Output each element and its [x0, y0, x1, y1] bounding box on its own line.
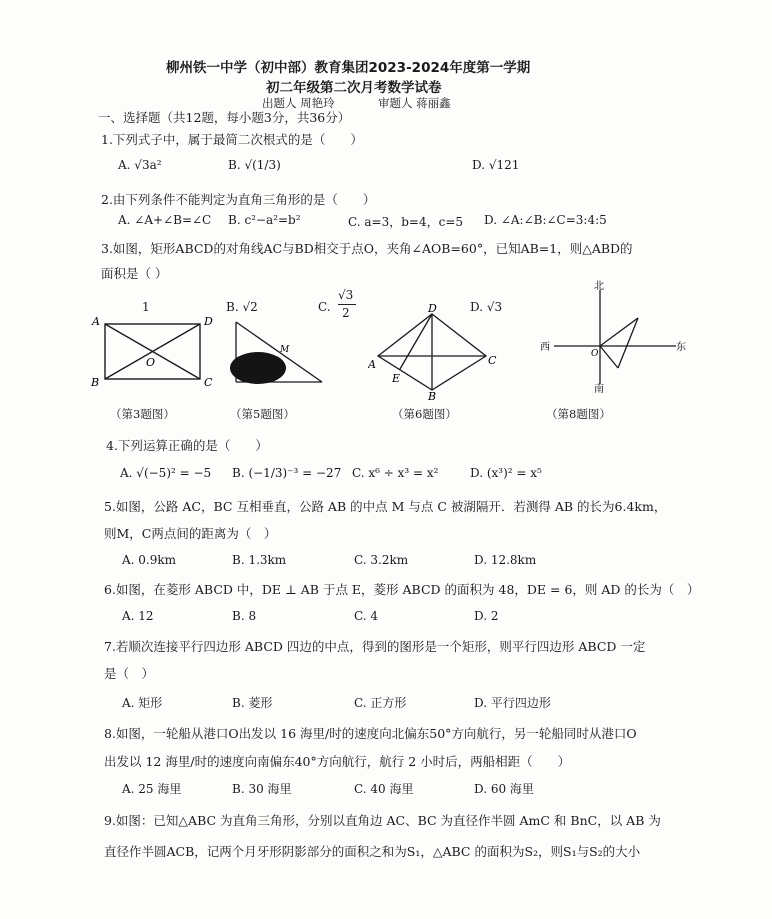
question-6-stem: 6.如图，在菱形 ABCD 中，DE ⊥ AB 于点 E，菱形 ABCD 的面积为 48，DE = 6，则 AD 的长为（ ）: [104, 582, 700, 597]
q6-option-b: B. 8: [232, 609, 257, 623]
question-5-stem-line1: 5.如图，公路 AC，BC 互相垂直，公路 AB 的中点 M 与点 C 被湖隔开．若测得 AB 的长为6.4km，: [104, 499, 667, 514]
figure-3-rectangle: [88, 312, 218, 392]
fig6-label-a: A: [368, 358, 376, 371]
question-5-stem-line2: 则M，C两点间的距离为（ ）: [104, 526, 277, 541]
q3-option-c-label: C.: [318, 300, 331, 314]
q3-option-b: B. √2: [226, 300, 258, 314]
q1-option-a: A. √3a²: [118, 158, 162, 172]
q8-option-d: D. 60 海里: [474, 782, 534, 796]
q4-option-a: A. √(−5)² = −5: [120, 466, 212, 480]
q5-option-d: D. 12.8km: [474, 553, 537, 567]
fig5-label-m: M: [280, 345, 290, 355]
fig3-label-c: C: [204, 376, 213, 389]
fig8-label-north: 北: [594, 281, 604, 292]
fig3-label-b: B: [91, 376, 100, 389]
q2-option-d: D. ∠A:∠B:∠C=3:4:5: [484, 213, 607, 227]
q7-option-b: B. 菱形: [232, 696, 273, 710]
fig6-label-e: E: [392, 372, 401, 385]
q1-option-b: B. √(1/3): [228, 158, 281, 172]
q5-option-b: B. 1.3km: [232, 553, 287, 567]
q8-option-b: B. 30 海里: [232, 782, 292, 796]
setter-line: 出题人 周艳玲: [262, 96, 335, 110]
question-3-stem-line1: 3.如图，矩形ABCD的对角线AC与BD相交于点O，夹角∠AOB=60°，已知AB=1，则△ABD的: [101, 241, 633, 256]
q8-option-a: A. 25 海里: [122, 782, 182, 796]
section-heading: 一、选择题（共12题，每小题3分，共36分）: [98, 110, 351, 125]
q3-option-d: D. √3: [470, 300, 503, 314]
question-7-stem-line2: 是（ ）: [104, 666, 155, 681]
q4-option-c: C. x⁶ ÷ x³ = x²: [352, 466, 439, 480]
q5-option-c: C. 3.2km: [354, 553, 409, 567]
figure-5-triangle-lake: [226, 316, 336, 391]
q8-option-c: C. 40 海里: [354, 782, 414, 796]
caption-fig8: （第8题图）: [546, 407, 611, 421]
q7-option-a: A. 矩形: [122, 696, 163, 710]
fig6-label-d: D: [428, 302, 437, 315]
q6-option-c: C. 4: [354, 609, 379, 623]
q7-option-c: C. 正方形: [354, 696, 407, 710]
fig6-label-c: C: [488, 354, 497, 367]
q3-option-a: 1: [142, 300, 150, 314]
fig3-label-o: O: [146, 356, 156, 369]
fraction-bar: [338, 304, 356, 305]
q2-option-c: C. a=3，b=4，c=5: [348, 215, 464, 229]
question-3-stem-line2: 面积是（ ）: [101, 266, 168, 281]
q2-option-a: A. ∠A+∠B=∠C: [118, 213, 212, 227]
figure-6-rhombus: [368, 300, 503, 400]
reviewer-line: 审题人 蒋丽鑫: [378, 96, 451, 110]
q3-option-c-numerator: √3: [338, 288, 354, 302]
question-9-stem-line2: 直径作半圆ACB，记两个月牙形阴影部分的面积之和为S₁，△ABC 的面积为S₂，则S₁与S₂的大小: [104, 844, 641, 859]
fig3-label-d: D: [204, 315, 213, 328]
question-8-stem-line1: 8.如图，一轮船从港口O出发以 16 海里/时的速度向北偏东50°方向航行，另一轮船同时从港口O: [104, 726, 637, 741]
fig8-label-south: 南: [594, 384, 604, 395]
figure-8-compass: [536, 280, 686, 395]
q1-option-d: D. √121: [472, 158, 520, 172]
fig3-label-a: A: [92, 315, 100, 328]
question-2-stem: 2.由下列条件不能判定为直角三角形的是（ ）: [101, 192, 376, 207]
question-4-stem: 4.下列运算正确的是（ ）: [106, 438, 268, 453]
q4-option-b: B. (−1/3)⁻³ = −27: [232, 466, 342, 480]
fig8-label-west: 西: [540, 342, 550, 353]
fig8-label-o: O: [591, 349, 599, 359]
question-8-stem-line2: 出发以 12 海里/时的速度向南偏东40°方向航行，航行 2 小时后，两船相距（ ）: [104, 754, 571, 769]
fig6-label-b: B: [428, 390, 437, 400]
q2-option-b: B. c²−a²=b²: [228, 213, 301, 227]
caption-fig3: （第3题图）: [110, 407, 175, 421]
q6-option-d: D. 2: [474, 609, 499, 623]
caption-fig5: （第5题图）: [230, 407, 295, 421]
q6-option-a: A. 12: [122, 609, 154, 623]
q7-option-d: D. 平行四边形: [474, 696, 551, 710]
exam-title: 柳州铁一中学（初中部）教育集团2023-2024年度第一学期: [166, 60, 531, 76]
question-1-stem: 1.下列式子中，属于最简二次根式的是（ ）: [101, 132, 363, 147]
q3-option-c-denominator: 2: [342, 306, 350, 320]
caption-fig6: （第6题图）: [392, 407, 457, 421]
question-9-stem-line1: 9.如图：已知△ABC 为直角三角形，分别以直角边 AC、BC 为直径作半圆 AmC 和 BnC，以 AB 为: [104, 813, 661, 828]
question-7-stem-line1: 7.若顺次连接平行四边形 ABCD 四边的中点，得到的图形是一个矩形，则平行四边形 ABCD 一定: [104, 639, 646, 654]
exam-subtitle: 初二年级第二次月考数学试卷: [266, 80, 442, 96]
q4-option-d: D. (x³)² = x⁵: [470, 466, 542, 480]
fig8-label-east: 东: [676, 342, 686, 353]
q5-option-a: A. 0.9km: [122, 553, 177, 567]
